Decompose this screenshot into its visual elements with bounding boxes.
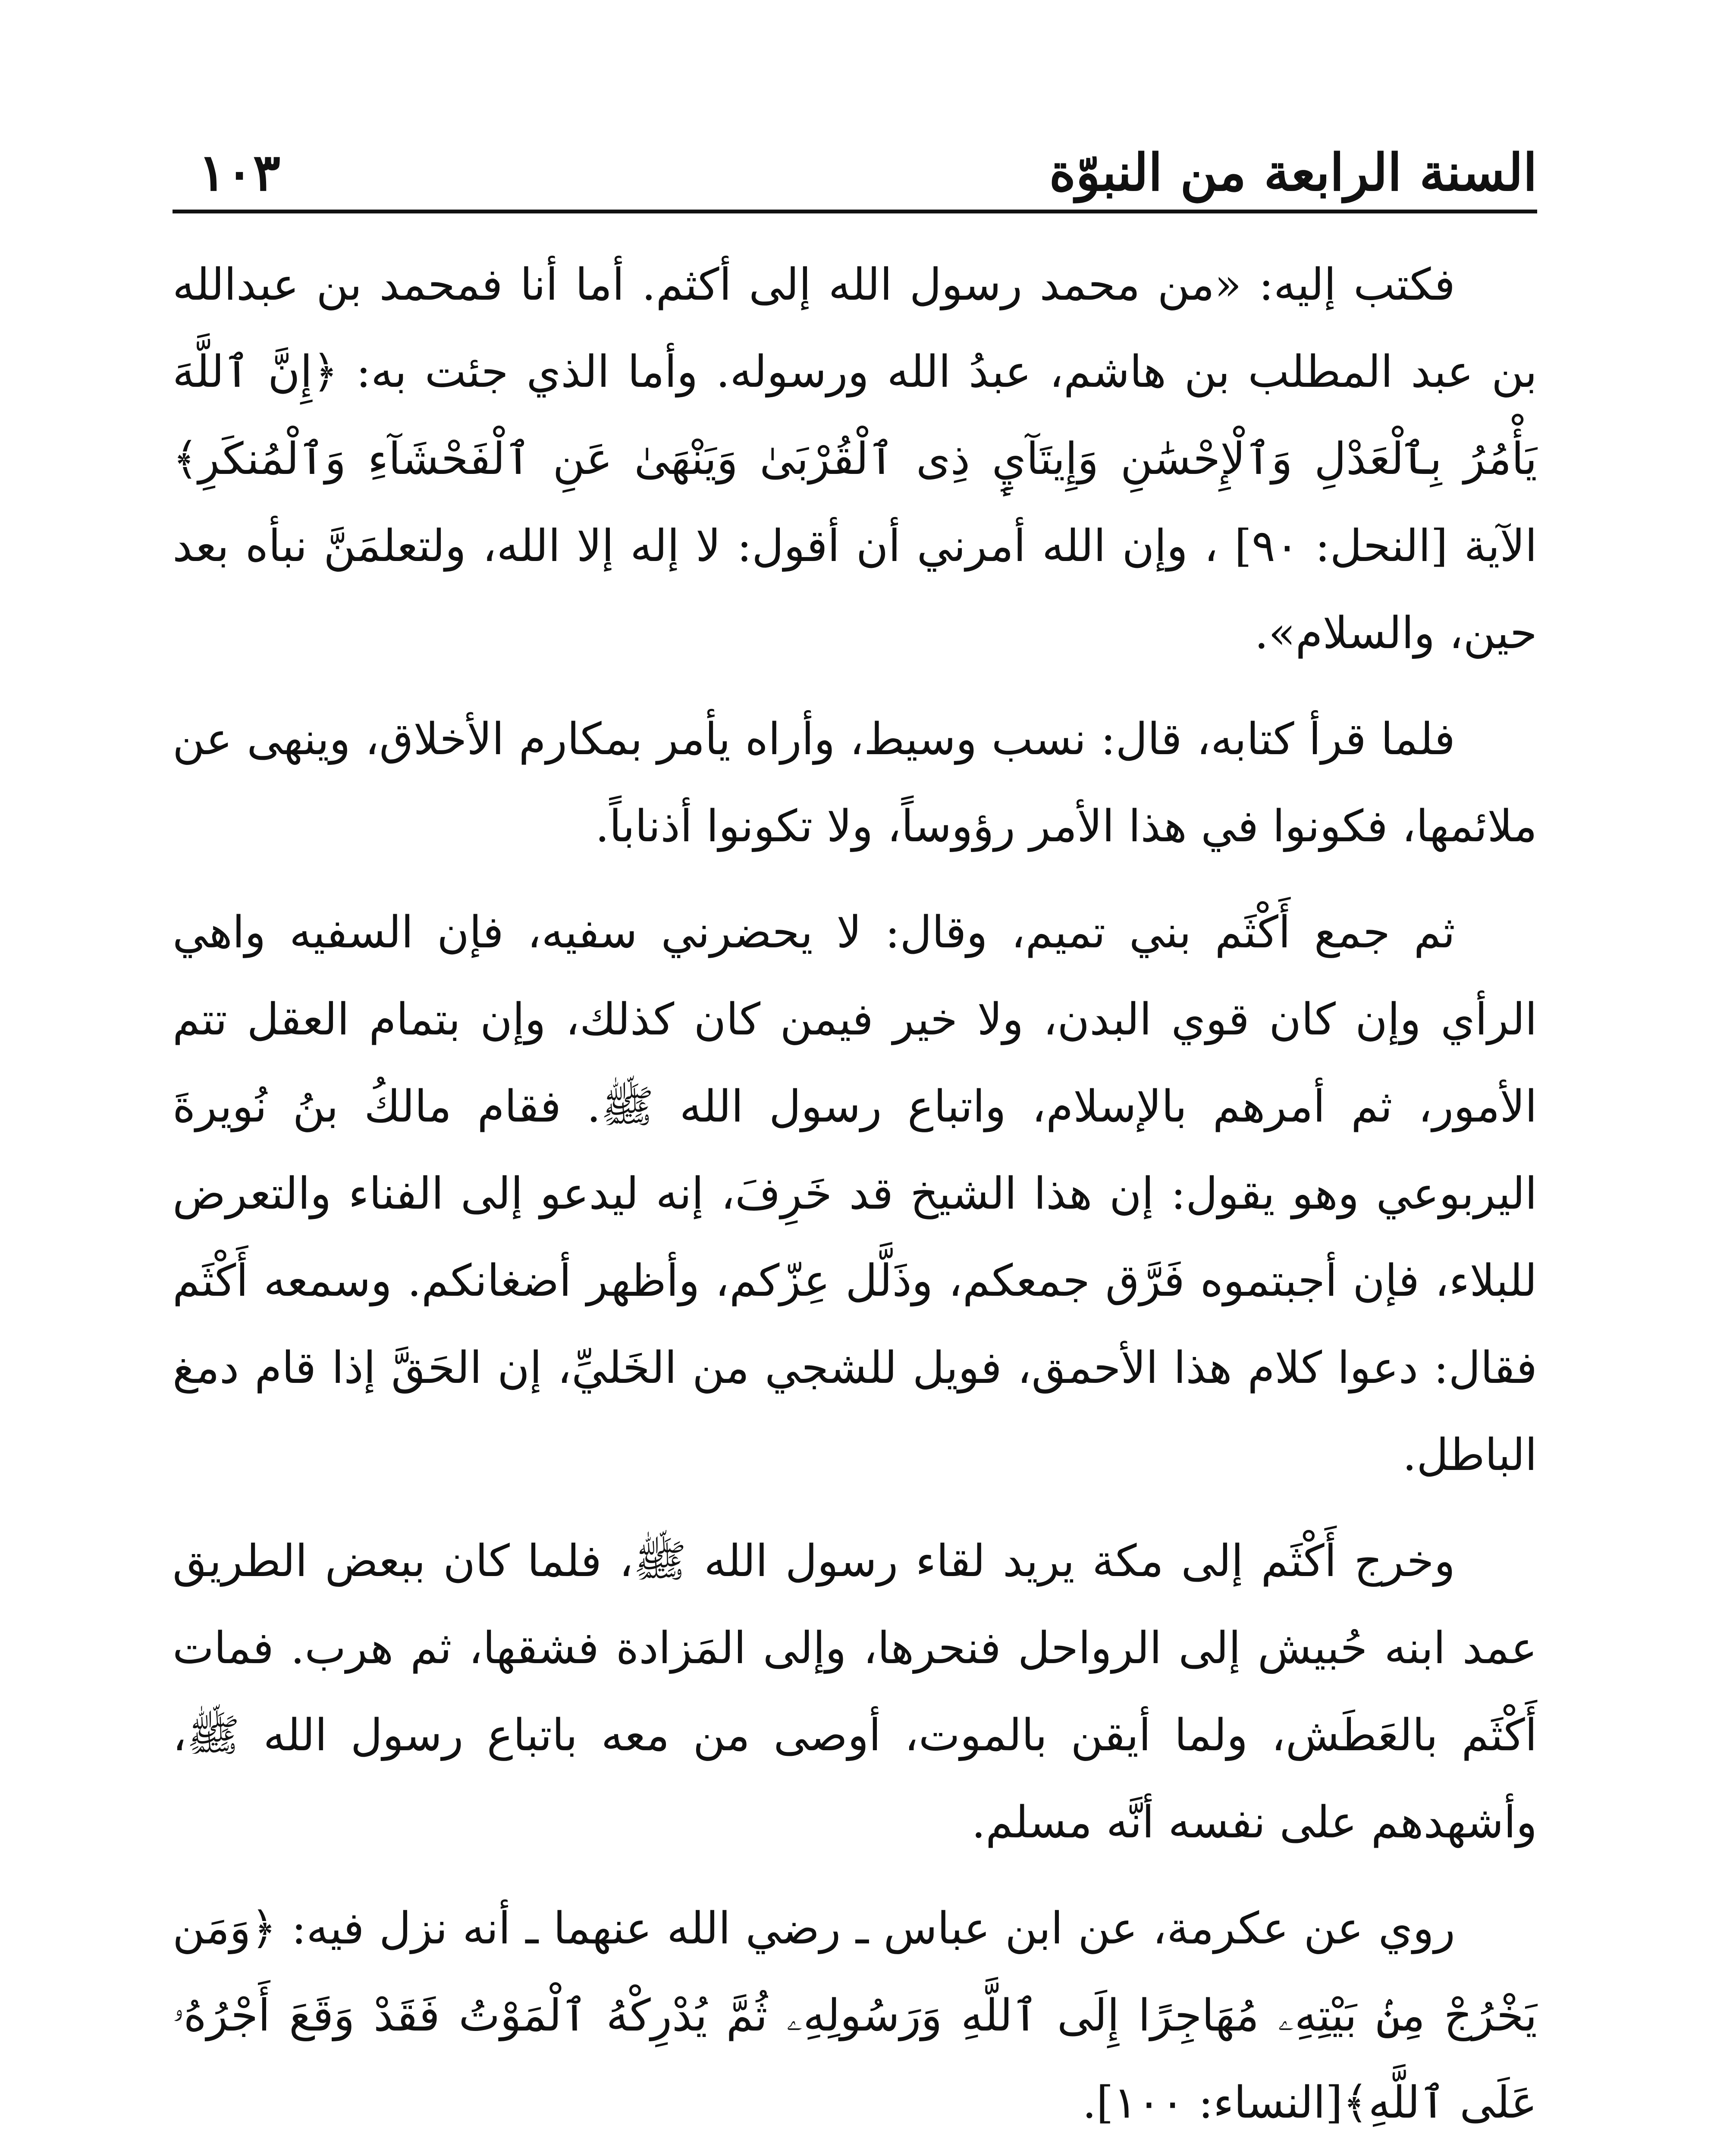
ikrimah-text-end: [النساء: ١٠٠]. — [1082, 2077, 1343, 2128]
ikrimah-text-start: روي عن عكرمة، عن ابن عباس ـ رضي الله عنهما ـ أنه نزل فيه: — [276, 1903, 1455, 1954]
quran-verse-nahl: ﴿إِنَّ ٱللَّهَ يَأْمُرُ بِٱلْعَدْلِ وَٱلْإِحْسَٰنِ وَإِيتَآيِٕ ذِى ٱلْقُرْبَىٰ وَيَنْهَىٰ عَنِ ٱلْفَحْشَآءِ وَٱلْمُنكَرِ﴾ — [173, 346, 1537, 485]
letter-text-end: الآية [النحل: ٩٠] ، وإن الله أمرني أن أقول: لا إله إلا الله، ولتعلمَنَّ نبأه بعد حين، والسلام». — [173, 520, 1538, 659]
running-title: السنة الرابعة من النبوّة — [1049, 142, 1537, 202]
header-divider — [173, 210, 1537, 213]
letter-text-start: فكتب إليه: «من محمد رسول الله إلى أكثم. أما أنا فمحمد بن عبدالله بن عبد المطلب بن هاشم، عبدُ الله ورسوله. وأما الذي جئت به: — [173, 259, 1537, 398]
paragraph-letter — [173, 241, 1537, 677]
quran-verse-nisa: ﴿وَمَن يَخْرُجْ مِنۢ بَيْتِهِۦ مُهَاجِرًا إِلَى ٱللَّهِ وَرَسُولِهِۦ ثُمَّ يُدْرِكْهُ ٱلْمَوْتُ فَقَدْ وَقَعَ أَجْرُهُۥ عَلَى ٱللَّهِ﴾ — [173, 1903, 1537, 2128]
paragraph-gathering: ثم جمع أَكْثَم بني تميم، وقال: لا يحضرني سفيه، فإن السفيه واهي الرأي وإن كان قوي البدن، ولا خير فيمن كان كذلك، وإن بتمام العقل تتم الأمور، ثم أمرهم بالإسلام، واتباع رسول الله ﷺ. فقام مالكُ بنُ نُويرةَ اليربوعي وهو يقول: إن هذا الشيخ قد خَرِفَ، إنه ليدعو إلى الفناء والتعرض للبلاء، فإن أجبتموه فَرَّق جمعكم، وذَلَّل عِزّكم، وأظهر أضغانكم. وسمعه أَكْثَم فقال: دعوا كلام هذا الأحمق، فويل للشجي من الخَليِّ، إن الحَقَّ إذا قام دمغ الباطل. — [173, 907, 1537, 1481]
body-text — [173, 241, 1537, 2156]
page-number: ١٠٣ — [198, 142, 281, 202]
page-header — [173, 125, 1537, 211]
paragraph-reading: فلما قرأ كتابه، قال: نسب وسيط، وأراه يأمر بمكارم الأخلاق، وينهى عن ملائمها، فكونوا في هذا الأمر رؤوساً، ولا تكونوا أذناباً. — [173, 714, 1537, 852]
paragraph-journey: وخرج أَكْثَم إلى مكة يريد لقاء رسول الله ﷺ، فلما كان ببعض الطريق عمد ابنه حُبيش إلى الرواحل فنحرها، وإلى المَزادة فشقها، ثم هرب. فمات أَكْثَم بالعَطَش، ولما أيقن بالموت، أوصى من معه باتباع رسول الله ﷺ، وأشهدهم على نفسه أنَّه مسلم. — [173, 1536, 1537, 1848]
paragraph-ikrimah — [173, 1885, 1537, 2147]
